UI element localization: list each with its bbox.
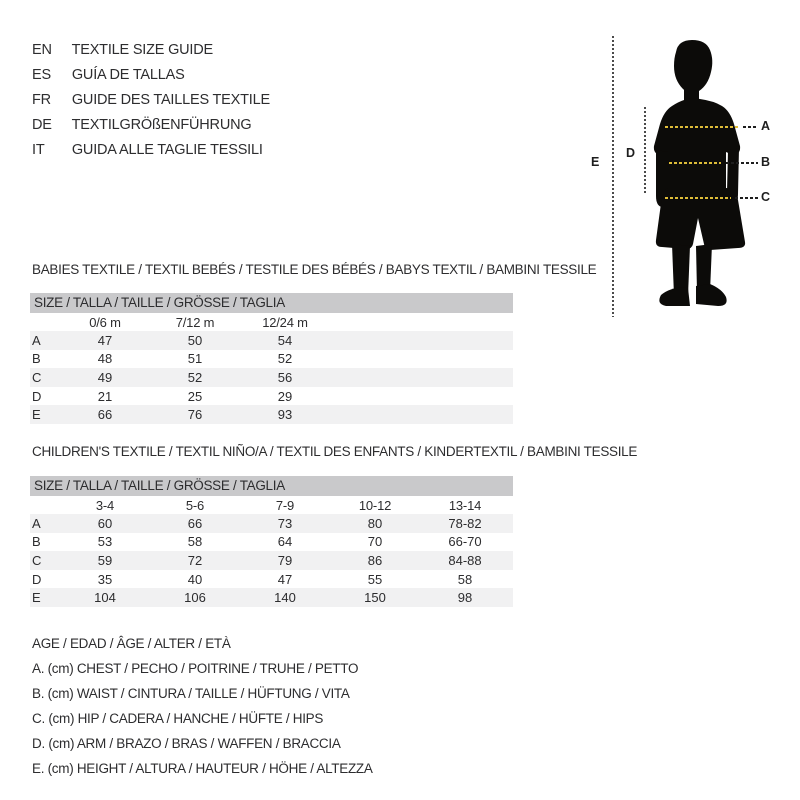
legend-line: D. (cm) ARM / BRAZO / BRAS / WAFFEN / BRACCIA (32, 736, 341, 751)
table-cell: 93 (277, 407, 293, 423)
language-guide-title: TEXTILGRÖßENFÜHRUNG (71, 117, 252, 133)
language-row (32, 113, 270, 138)
table-row (30, 331, 513, 350)
table-row (30, 533, 513, 552)
column-header-row (30, 496, 513, 514)
table-row (30, 570, 513, 589)
table-cell: 150 (364, 590, 386, 606)
arm-label-d: D (626, 146, 636, 160)
table-row (30, 368, 513, 387)
table-cell: 47 (97, 332, 113, 348)
language-code: FR (32, 92, 51, 108)
language-title-list (32, 38, 270, 163)
row-label: C (32, 369, 42, 385)
table-cell: 56 (277, 369, 293, 385)
row-cells (60, 389, 330, 404)
table-cell: 35 (97, 571, 113, 587)
table-cell: 40 (187, 571, 203, 587)
column-header-cell: 13-14 (448, 497, 482, 513)
legend-line: AGE / EDAD / ÂGE / ALTER / ETÀ (32, 636, 231, 651)
table-cell: 98 (457, 590, 473, 606)
chest-label-a: A (761, 119, 771, 133)
table-row (30, 514, 513, 533)
hip-label-c: C (761, 190, 771, 204)
children-size-table (30, 476, 513, 607)
table-cell: 60 (97, 515, 113, 531)
table-cell: 84-88 (448, 552, 482, 568)
height-measure-line-e (612, 36, 614, 317)
chest-measure-leader-a (743, 126, 758, 128)
table-cell: 29 (277, 388, 293, 404)
table-rows (30, 514, 513, 607)
legend-line: C. (cm) HIP / CADERA / HANCHE / HÜFTE / HIPS (32, 711, 324, 726)
row-label: B (32, 351, 41, 367)
measurement-legend (32, 631, 373, 781)
row-cells (60, 407, 330, 422)
table-cell: 70 (367, 534, 383, 550)
language-guide-title: TEXTILE SIZE GUIDE (71, 42, 214, 58)
table-cell: 47 (277, 571, 293, 587)
row-cells (60, 553, 510, 568)
language-row (32, 38, 270, 63)
row-label: A (32, 515, 41, 531)
table-cell: 53 (97, 534, 113, 550)
column-header-cell: 5-6 (185, 497, 205, 513)
row-label: A (32, 332, 41, 348)
size-header-bar: SIZE / TALLA / TAILLE / GRÖSSE / TAGLIA (30, 293, 513, 313)
table-row (30, 387, 513, 406)
table-cell: 64 (277, 534, 293, 550)
table-cell: 58 (187, 534, 203, 550)
child-silhouette (648, 38, 748, 316)
language-row (32, 88, 270, 113)
table-cell: 55 (367, 571, 383, 587)
column-header-cell: 3-4 (95, 497, 115, 513)
language-row (32, 138, 270, 163)
row-label: E (32, 407, 41, 423)
row-cells (60, 590, 510, 605)
language-code: IT (32, 142, 45, 158)
table-cell: 66 (187, 515, 203, 531)
table-cell: 21 (97, 388, 113, 404)
column-header-cell: 0/6 m (89, 314, 121, 330)
row-cells (60, 333, 330, 348)
table-cell: 140 (274, 590, 296, 606)
waist-measure-line-b (669, 162, 721, 164)
row-label: E (32, 590, 41, 606)
language-guide-title: GUÍA DE TALLAS (71, 67, 185, 83)
table-cell: 104 (94, 590, 116, 606)
babies-section-title: BABIES TEXTILE / TEXTIL BEBÉS / TESTILE DES BÉBÉS / BABYS TEXTIL / BAMBINI TESSILE (32, 262, 597, 277)
row-cells (60, 534, 510, 549)
table-cell: 106 (184, 590, 206, 606)
table-cell: 66 (97, 407, 113, 423)
hip-measure-leader-c (735, 197, 758, 199)
row-cells (60, 370, 330, 385)
language-row (32, 63, 270, 88)
babies-size-table (30, 293, 513, 424)
table-cell: 51 (187, 351, 203, 367)
chest-measure-line-a (665, 126, 739, 128)
hip-measure-line-c (665, 197, 731, 199)
table-rows (30, 331, 513, 424)
table-cell: 78-82 (448, 515, 482, 531)
table-cell: 66-70 (448, 534, 482, 550)
table-cell: 48 (97, 351, 113, 367)
table-row (30, 350, 513, 369)
table-cell: 72 (187, 552, 203, 568)
row-cells (60, 351, 330, 366)
row-label: D (32, 571, 42, 587)
table-cell: 50 (187, 332, 203, 348)
table-cell: 59 (97, 552, 113, 568)
column-header-cell: 7/12 m (175, 314, 215, 330)
language-guide-title: GUIDA ALLE TAGLIE TESSILI (71, 142, 263, 158)
table-cell: 86 (367, 552, 383, 568)
language-code: DE (32, 117, 52, 133)
column-header-row (30, 313, 513, 331)
children-section-title: CHILDREN'S TEXTILE / TEXTIL NIÑO/A / TEXTIL DES ENFANTS / KINDERTEXTIL / BAMBINI TESSILE (32, 444, 638, 459)
column-header-cell: 7-9 (275, 497, 295, 513)
table-cell: 54 (277, 332, 293, 348)
legend-line: B. (cm) WAIST / CINTURA / TAILLE / HÜFTUNG / VITA (32, 686, 350, 701)
row-cells (60, 516, 510, 531)
row-label: D (32, 388, 42, 404)
table-cell: 49 (97, 369, 113, 385)
table-cell: 58 (457, 571, 473, 587)
language-guide-title: GUIDE DES TAILLES TEXTILE (71, 92, 270, 108)
row-cells (60, 572, 510, 587)
size-header-bar: SIZE / TALLA / TAILLE / GRÖSSE / TAGLIA (30, 476, 513, 496)
table-cell: 52 (187, 369, 203, 385)
row-label: C (32, 552, 42, 568)
table-row (30, 588, 513, 607)
language-code: EN (32, 42, 52, 58)
row-label: B (32, 534, 41, 550)
arm-measure-line-d (644, 107, 646, 194)
waist-measure-leader-b (726, 162, 758, 164)
table-cell: 80 (367, 515, 383, 531)
table-cell: 79 (277, 552, 293, 568)
waist-label-b: B (761, 155, 771, 169)
table-row (30, 551, 513, 570)
legend-line: A. (cm) CHEST / PECHO / POITRINE / TRUHE / PETTO (32, 661, 359, 676)
table-row (30, 405, 513, 424)
table-cell: 25 (187, 388, 203, 404)
table-cell: 76 (187, 407, 203, 423)
table-cell: 52 (277, 351, 293, 367)
height-label-e: E (591, 155, 600, 169)
legend-line: E. (cm) HEIGHT / ALTURA / HAUTEUR / HÖHE / ALTEZZA (32, 761, 373, 776)
table-cell: 73 (277, 515, 293, 531)
column-header-cell: 12/24 m (262, 314, 308, 330)
language-code: ES (32, 67, 51, 83)
column-header-cell: 10-12 (358, 497, 392, 513)
